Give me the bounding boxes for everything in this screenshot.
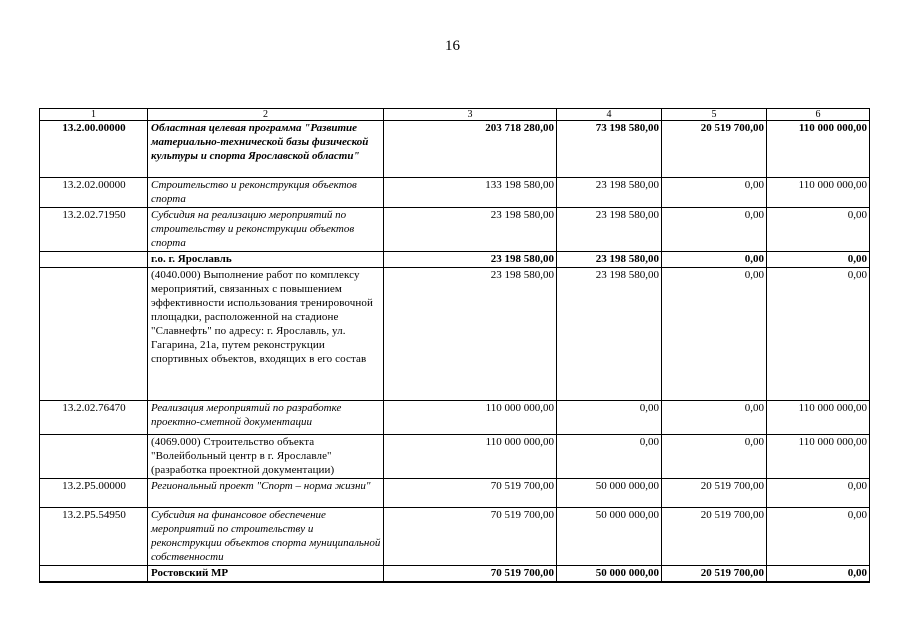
amount-cell: 0,00	[662, 268, 767, 401]
amount-cell: 110 000 000,00	[384, 435, 557, 479]
code-cell	[40, 435, 148, 479]
amount-cell: 73 198 580,00	[557, 121, 662, 178]
header-cell: 2	[148, 109, 384, 121]
name-cell: Областная целевая программа "Развитие материально-технической базы физической культуры и спорта Ярославской области"	[148, 121, 384, 178]
amount-cell: 23 198 580,00	[384, 268, 557, 401]
table-row	[40, 121, 870, 178]
name-cell: (4040.000) Выполнение работ по комплексу мероприятий, связанных с повышением эффективности использования тренировочной площадки, расположенной на стадионе "Славнефть" по адресу: г. Ярославль, ул. Гагарина, 21а, путем реконструкции спортивных объектов, входящих в его состав	[148, 268, 384, 401]
amount-cell: 0,00	[767, 252, 870, 268]
amount-cell: 23 198 580,00	[557, 208, 662, 252]
code-cell: 13.2.Р5.00000	[40, 479, 148, 508]
table-row	[40, 479, 870, 508]
code-cell: 13.2.Р5.54950	[40, 508, 148, 566]
code-cell	[40, 566, 148, 583]
name-cell: Субсидия на реализацию мероприятий по строительству и реконструкции объектов спорта	[148, 208, 384, 252]
amount-cell: 0,00	[767, 566, 870, 583]
amount-cell: 70 519 700,00	[384, 508, 557, 566]
amount-cell: 0,00	[557, 401, 662, 435]
code-cell: 13.2.02.00000	[40, 178, 148, 208]
amount-cell: 110 000 000,00	[767, 178, 870, 208]
amount-cell: 50 000 000,00	[557, 479, 662, 508]
header-cell: 3	[384, 109, 557, 121]
name-cell: Региональный проект "Спорт – норма жизни"	[148, 479, 384, 508]
table-row	[40, 178, 870, 208]
table-row	[40, 252, 870, 268]
table-row	[40, 566, 870, 583]
amount-cell: 0,00	[662, 208, 767, 252]
code-cell	[40, 252, 148, 268]
amount-cell: 0,00	[557, 435, 662, 479]
amount-cell: 20 519 700,00	[662, 508, 767, 566]
amount-cell: 110 000 000,00	[384, 401, 557, 435]
header-cell: 5	[662, 109, 767, 121]
amount-cell: 70 519 700,00	[384, 479, 557, 508]
amount-cell: 0,00	[662, 252, 767, 268]
page-number: 16	[445, 38, 460, 54]
amount-cell: 23 198 580,00	[384, 208, 557, 252]
table-row	[40, 401, 870, 435]
table-row	[40, 208, 870, 252]
header-cell: 4	[557, 109, 662, 121]
amount-cell: 70 519 700,00	[384, 566, 557, 583]
amount-cell: 203 718 280,00	[384, 121, 557, 178]
amount-cell: 50 000 000,00	[557, 566, 662, 583]
code-cell: 13.2.02.76470	[40, 401, 148, 435]
name-cell: Ростовский МР	[148, 566, 384, 583]
amount-cell: 133 198 580,00	[384, 178, 557, 208]
amount-cell: 0,00	[767, 268, 870, 401]
amount-cell: 110 000 000,00	[767, 121, 870, 178]
amount-cell: 0,00	[767, 479, 870, 508]
amount-cell: 110 000 000,00	[767, 401, 870, 435]
table-row	[40, 268, 870, 401]
header-cell: 6	[767, 109, 870, 121]
amount-cell: 23 198 580,00	[557, 268, 662, 401]
code-cell: 13.2.00.00000	[40, 121, 148, 178]
name-cell: (4069.000) Строительство объекта "Волейбольный центр в г. Ярославле" (разработка проектной документации)	[148, 435, 384, 479]
amount-cell: 23 198 580,00	[384, 252, 557, 268]
amount-cell: 110 000 000,00	[767, 435, 870, 479]
amount-cell: 23 198 580,00	[557, 252, 662, 268]
amount-cell: 0,00	[662, 178, 767, 208]
amount-cell: 50 000 000,00	[557, 508, 662, 566]
budget-table	[39, 108, 870, 583]
amount-cell: 0,00	[767, 508, 870, 566]
amount-cell: 20 519 700,00	[662, 566, 767, 583]
code-cell: 13.2.02.71950	[40, 208, 148, 252]
amount-cell: 23 198 580,00	[557, 178, 662, 208]
header-cell: 1	[40, 109, 148, 121]
amount-cell: 20 519 700,00	[662, 479, 767, 508]
table-row	[40, 435, 870, 479]
name-cell: Строительство и реконструкция объектов спорта	[148, 178, 384, 208]
amount-cell: 20 519 700,00	[662, 121, 767, 178]
amount-cell: 0,00	[767, 208, 870, 252]
table-row	[40, 508, 870, 566]
code-cell	[40, 268, 148, 401]
name-cell: г.о. г. Ярославль	[148, 252, 384, 268]
name-cell: Реализация мероприятий по разработке проектно-сметной документации	[148, 401, 384, 435]
header-row	[40, 109, 870, 121]
amount-cell: 0,00	[662, 435, 767, 479]
amount-cell: 0,00	[662, 401, 767, 435]
name-cell: Субсидия на финансовое обеспечение мероприятий по строительству и реконструкции объектов спорта муниципальной собственности	[148, 508, 384, 566]
